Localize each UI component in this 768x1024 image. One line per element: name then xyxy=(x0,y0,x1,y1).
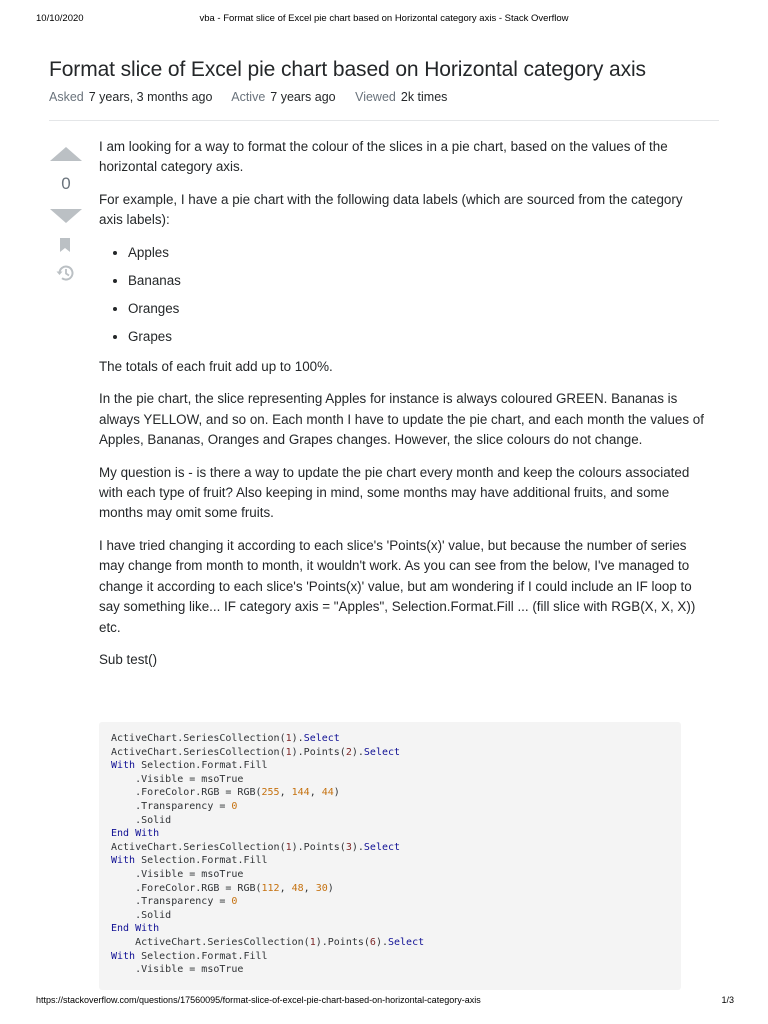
print-date: 10/10/2020 xyxy=(36,13,84,24)
fruit-list xyxy=(99,243,709,347)
body-paragraph: I am looking for a way to format the colour of the slices in a pie chart, based on the values of the horizontal category axis. xyxy=(99,139,668,175)
code-token: .Visible = msoTrue xyxy=(111,868,244,880)
code-token: ). xyxy=(291,733,304,744)
code-token: 30 xyxy=(315,882,328,894)
print-footer xyxy=(0,995,768,1009)
code-line xyxy=(111,951,268,962)
code-token: .Visible = msoTrue xyxy=(111,964,244,976)
print-url: https://stackoverflow.com/questions/17560095/format-slice-of-excel-pie-chart-based-on-horizontal-category-axis xyxy=(36,995,481,1005)
code-token: , xyxy=(303,882,316,894)
code-token: .ForeColor.RGB = RGB( xyxy=(111,787,262,799)
list-item: • Bananas xyxy=(128,271,709,291)
code-token: .Transparency = xyxy=(111,896,232,908)
meta-active-value[interactable]: 7 years ago xyxy=(270,90,336,104)
print-header xyxy=(0,13,768,27)
code-token: ).Points( xyxy=(315,936,370,948)
code-line xyxy=(111,964,243,975)
code-token: Selection.Format.Fill xyxy=(135,950,268,962)
code-line xyxy=(111,815,171,826)
code-token: .Visible = msoTrue xyxy=(111,773,244,785)
question-meta xyxy=(49,90,463,104)
code-line xyxy=(111,842,400,853)
meta-viewed-label: Viewed xyxy=(355,90,396,104)
code-line xyxy=(111,896,237,907)
code-token: Selection.Format.Fill xyxy=(135,760,268,772)
code-token: 1 xyxy=(285,746,292,758)
code-token: 6 xyxy=(369,936,376,948)
code-token: With xyxy=(111,950,136,962)
code-line xyxy=(111,855,268,866)
code-token: .Solid xyxy=(111,814,172,826)
code-token: 44 xyxy=(321,787,334,799)
body-paragraph: My question is - is there a way to update the pie chart every month and keep the colours associated with each type of fruit? Also keeping in mind, some months may have additional fruits, and some months may omit some fruits. xyxy=(99,464,690,521)
code-token: 0 xyxy=(231,800,238,812)
code-token: End With xyxy=(111,923,160,935)
meta-asked-value[interactable]: 7 years, 3 months ago xyxy=(88,90,213,104)
body-paragraph: The totals of each fruit add up to 100%. xyxy=(99,359,333,375)
code-line xyxy=(111,869,243,880)
code-block[interactable] xyxy=(99,722,681,990)
downvote-arrow-icon[interactable] xyxy=(50,209,82,223)
code-token: 1 xyxy=(285,733,292,744)
code-token: ).Points( xyxy=(291,746,346,758)
code-line xyxy=(111,910,171,921)
history-icon[interactable] xyxy=(56,264,75,282)
code-token: , xyxy=(279,787,292,799)
code-token: Selection.Format.Fill xyxy=(135,855,268,867)
print-page-title: vba - Format slice of Excel pie chart based on Horizontal category axis - Stack Overflow xyxy=(199,13,569,24)
meta-viewed-value: 2k times xyxy=(400,90,448,104)
body-paragraph: Sub test() xyxy=(99,651,158,667)
code-token: ). xyxy=(375,936,388,948)
body-paragraph: I have tried changing it according to each slice's 'Points(x)' value, but because the number of series may change from month to month, it wouldn't work. As you can see from the below, I've managed to change it according to each slice's 'Points(x)' value, but am wondering if I could include an IF loop to say something like... IF category axis = "Apples", Selection.Format.Fill ... (fill slice with RGB(X, X, X)) etc. xyxy=(99,537,696,635)
code-token: 3 xyxy=(345,841,352,853)
upvote-arrow-icon[interactable] xyxy=(50,147,82,161)
list-item: • Apples xyxy=(128,243,709,263)
code-token: 2 xyxy=(345,746,352,758)
vote-count: 0 xyxy=(61,174,71,193)
code-token: ) xyxy=(327,882,334,894)
code-token: , xyxy=(309,787,322,799)
code-token: ).Points( xyxy=(291,841,346,853)
code-line xyxy=(111,774,243,785)
code-token: 1 xyxy=(309,936,316,948)
print-page-number: 1/3 xyxy=(721,995,734,1005)
code-token: 1 xyxy=(285,841,292,853)
code-token: , xyxy=(279,882,292,894)
code-token: ) xyxy=(333,787,340,799)
meta-active-label: Active xyxy=(231,90,266,104)
question-body xyxy=(99,137,709,682)
code-token: ). xyxy=(351,746,364,758)
code-line xyxy=(111,787,340,798)
code-line xyxy=(111,828,159,839)
code-token: ActiveChart.SeriesCollection( xyxy=(111,746,286,758)
code-token: End With xyxy=(111,828,160,840)
code-token: .Solid xyxy=(111,909,172,921)
code-token: Select xyxy=(363,841,401,853)
code-token: ActiveChart.SeriesCollection( xyxy=(111,733,286,744)
code-token: Select xyxy=(303,733,340,744)
code-token: 0 xyxy=(231,896,238,908)
code-text xyxy=(99,722,681,987)
code-token: ). xyxy=(351,841,364,853)
meta-asked-label: Asked xyxy=(49,90,84,104)
header-divider xyxy=(49,120,719,121)
bookmark-icon[interactable] xyxy=(59,238,71,252)
code-line xyxy=(111,937,424,948)
code-token: .ForeColor.RGB = RGB( xyxy=(111,882,262,894)
code-token: ActiveChart.SeriesCollection( xyxy=(111,936,310,948)
code-line xyxy=(111,760,268,771)
code-token: ActiveChart.SeriesCollection( xyxy=(111,841,286,853)
code-token: With xyxy=(111,855,136,867)
code-token: 144 xyxy=(291,787,310,799)
code-token: Select xyxy=(363,746,401,758)
question-title[interactable]: Format slice of Excel pie chart based on Horizontal category axis xyxy=(49,58,646,81)
code-line xyxy=(111,883,334,894)
code-token: .Transparency = xyxy=(111,800,232,812)
code-line xyxy=(111,923,159,934)
code-line xyxy=(111,733,340,744)
code-token: With xyxy=(111,760,136,772)
code-line xyxy=(111,801,237,812)
code-token: 255 xyxy=(261,787,280,799)
code-line xyxy=(111,747,400,758)
body-paragraph: For example, I have a pie chart with the following data labels (which are sourced from the category axis labels): xyxy=(99,191,683,228)
code-token: 112 xyxy=(261,882,280,894)
list-item: • Oranges xyxy=(128,299,709,319)
code-token: 48 xyxy=(291,882,304,894)
list-item: • Grapes xyxy=(128,327,709,347)
code-token: Select xyxy=(387,936,425,948)
body-paragraph: In the pie chart, the slice representing Apples for instance is always coloured GREEN. Bananas is always YELLOW, and so on. Each month I have to update the pie chart, and each month the values of Apples, Bananas, Oranges and Grapes changes. However, the slice colours do not change. xyxy=(99,391,704,448)
